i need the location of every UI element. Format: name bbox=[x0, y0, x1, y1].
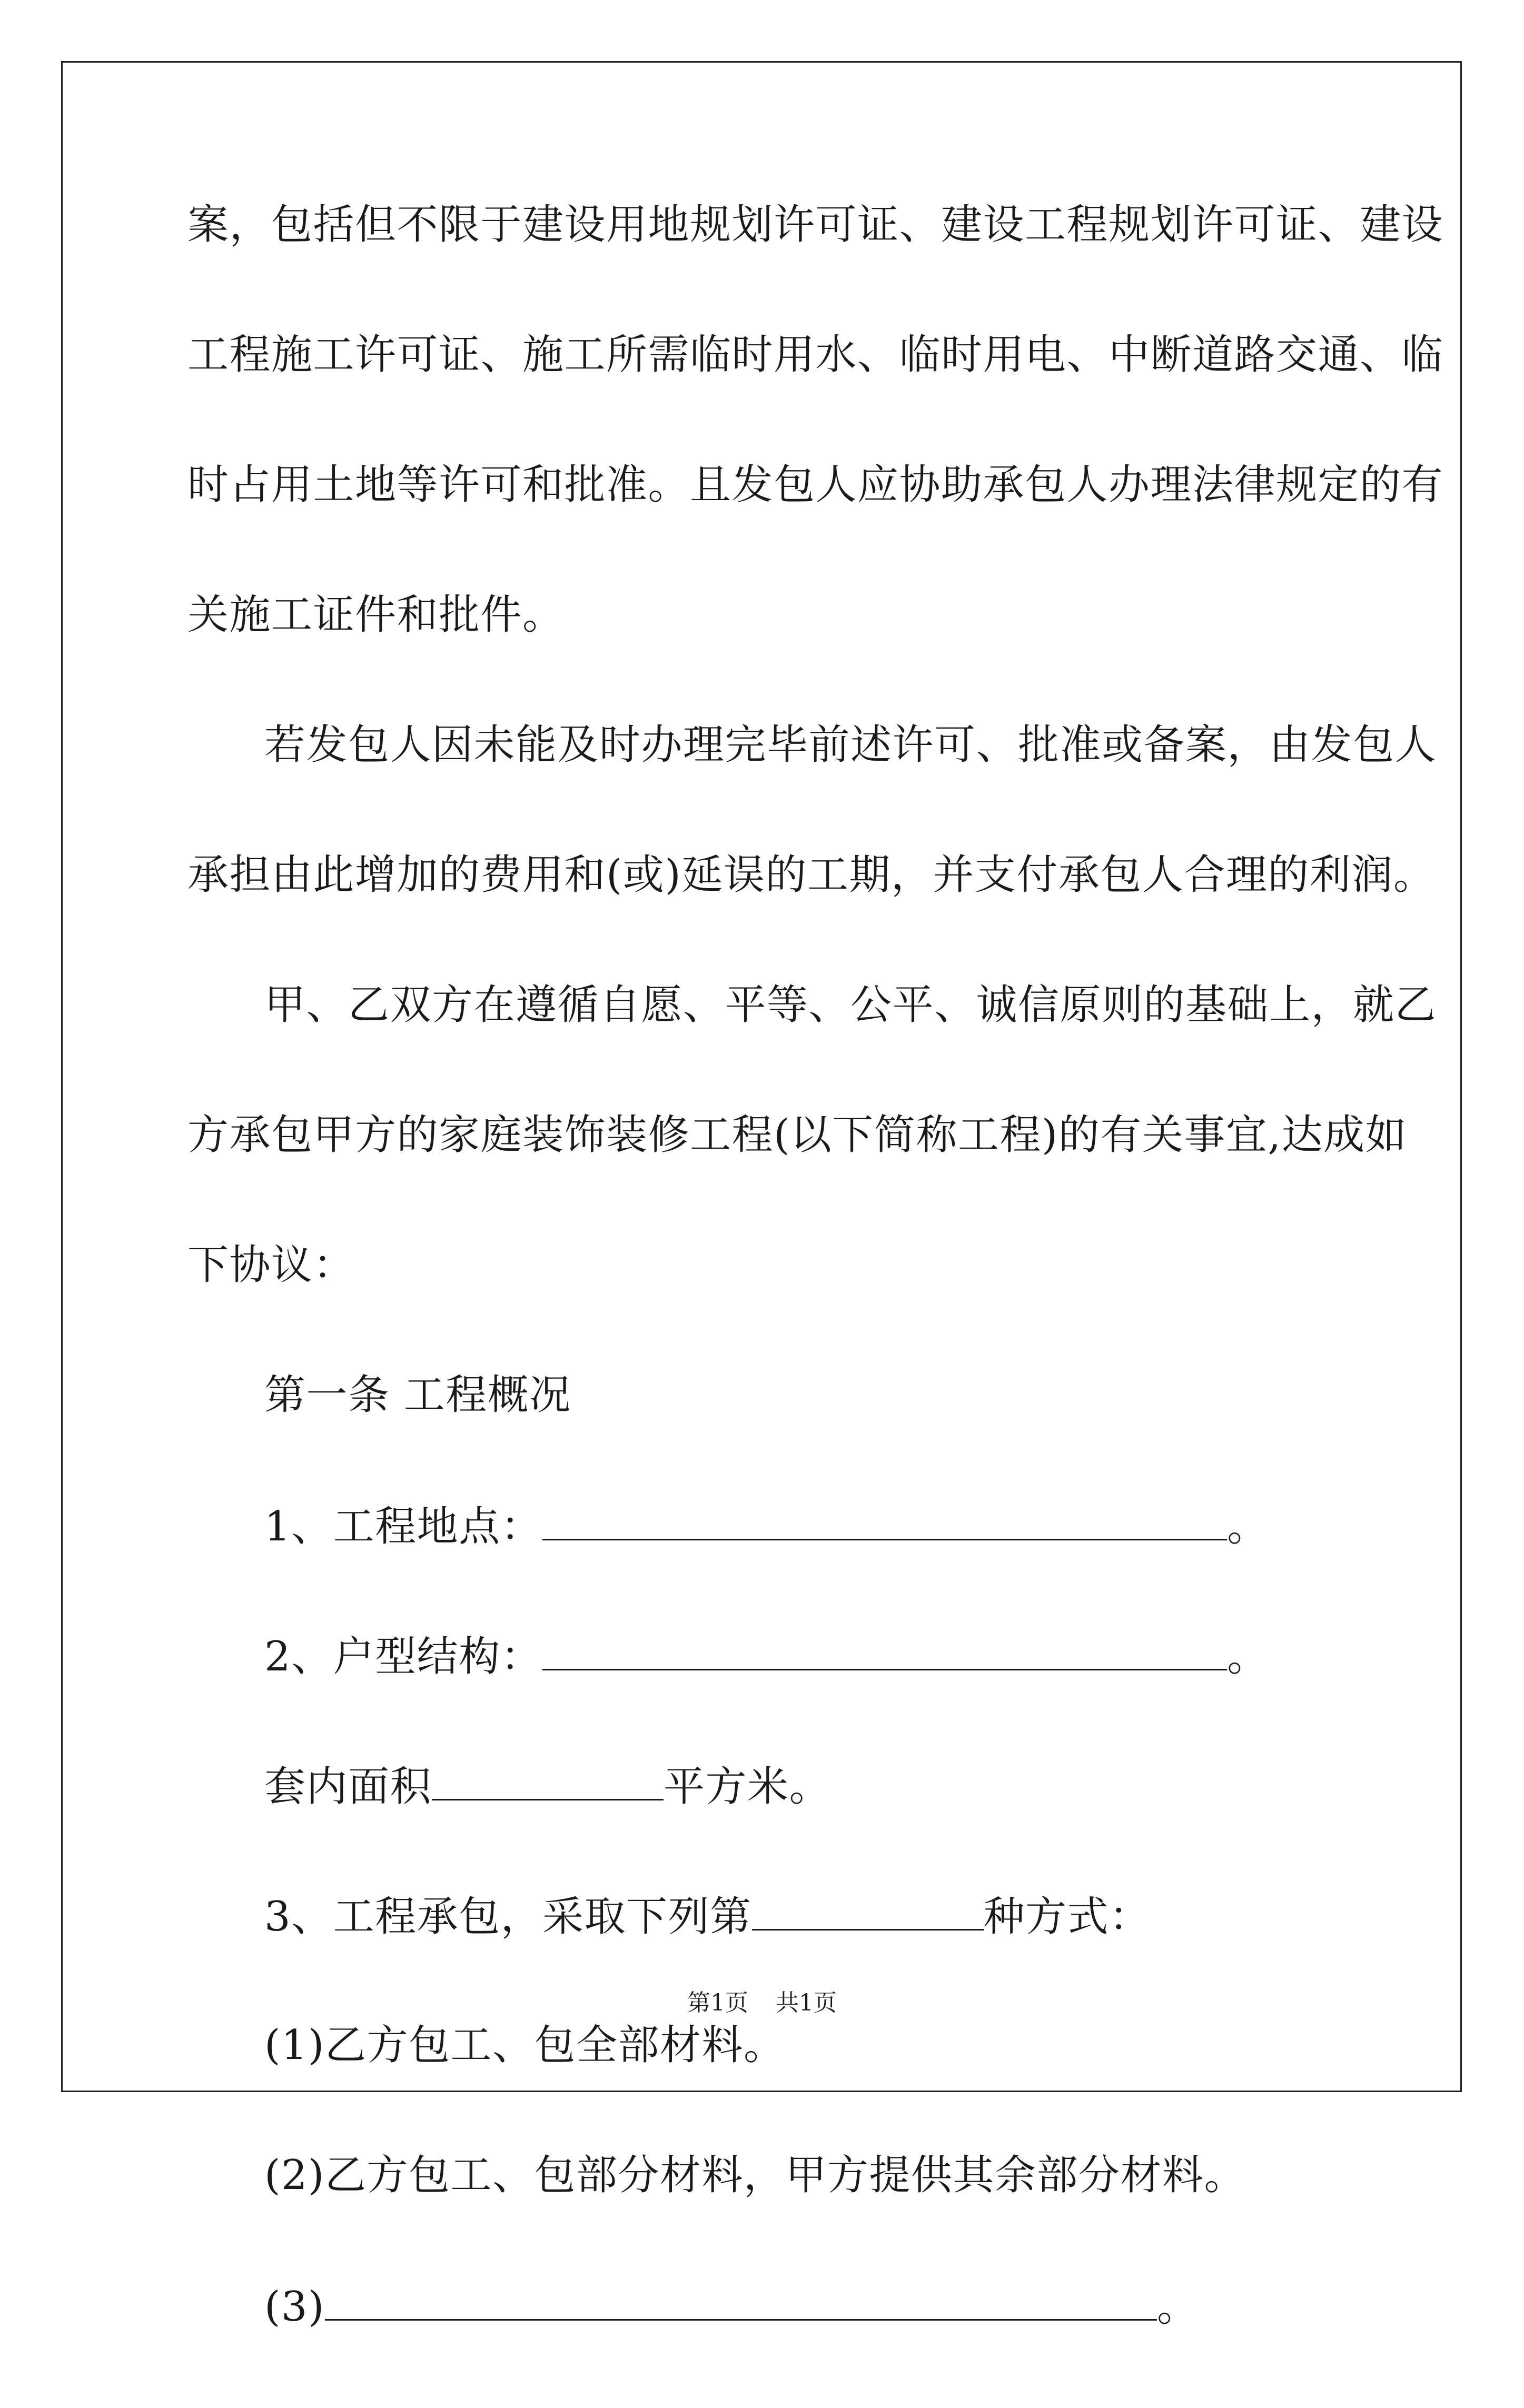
paragraph-line: 若发包人因未能及时办理完毕前述许可、批准或备案，由发包人 bbox=[264, 721, 1437, 769]
field-label: 3、工程承包，采取下列第 bbox=[264, 1893, 752, 1941]
field-label: 1、工程地点： bbox=[264, 1503, 543, 1550]
paragraph-line: 工程施工许可证、施工所需临时用水、临时用电、中断道路交通、临 bbox=[187, 331, 1444, 379]
article-heading: 第一条 工程概况 bbox=[264, 1371, 571, 1419]
form-item-contract-mode bbox=[187, 1888, 1346, 1943]
form-item-location bbox=[187, 1498, 1346, 1553]
paragraph-line: 时占用土地等许可和批准。且发包人应协助承包人办理法律规定的有 bbox=[187, 461, 1444, 509]
field-end: 平方米。 bbox=[664, 1763, 832, 1810]
fill-in-blank[interactable] bbox=[542, 1498, 1227, 1540]
option-3 bbox=[187, 2278, 1346, 2333]
document-body bbox=[187, 197, 1444, 2408]
paragraph-line: 下协议： bbox=[187, 1241, 355, 1289]
form-item-structure bbox=[187, 1628, 1346, 1683]
field-end: 。 bbox=[1227, 1503, 1269, 1550]
page-number-current: 第1页 bbox=[687, 1989, 748, 2016]
option-1: (1)乙方包工、包全部材料。 bbox=[264, 2022, 786, 2069]
field-label: 套内面积 bbox=[264, 1763, 432, 1810]
field-end: 种方式： bbox=[983, 1893, 1151, 1941]
paragraph-line: 承担由此增加的费用和(或)延误的工期，并支付承包人合理的利润。 bbox=[187, 851, 1436, 899]
paragraph-line: 关施工证件和批件。 bbox=[187, 591, 565, 639]
paragraph-line: 方承包甲方的家庭装饰装修工程(以下简称工程)的有关事宜,达成如 bbox=[187, 1111, 1408, 1159]
field-end: 。 bbox=[1227, 1633, 1269, 1680]
fill-in-blank[interactable] bbox=[432, 1758, 664, 1800]
fill-in-blank[interactable] bbox=[752, 1888, 984, 1931]
fill-in-blank[interactable] bbox=[325, 2278, 1157, 2321]
page-number-total: 共1页 bbox=[776, 1989, 837, 2016]
paragraph-line: 案，包括但不限于建设用地规划许可证、建设工程规划许可证、建设 bbox=[187, 201, 1444, 248]
paragraph-line: 甲、乙双方在遵循自愿、平等、公平、诚信原则的基础上，就乙 bbox=[264, 981, 1437, 1029]
fill-in-blank[interactable] bbox=[542, 1628, 1227, 1670]
field-label: (3) bbox=[264, 2283, 325, 2331]
form-item-area bbox=[187, 1758, 1346, 1813]
field-label: 2、户型结构： bbox=[264, 1633, 543, 1680]
option-2: (2)乙方包工、包部分材料，甲方提供其余部分材料。 bbox=[264, 2152, 1246, 2199]
page-footer bbox=[0, 1987, 1524, 2019]
field-end: 。 bbox=[1157, 2283, 1199, 2331]
